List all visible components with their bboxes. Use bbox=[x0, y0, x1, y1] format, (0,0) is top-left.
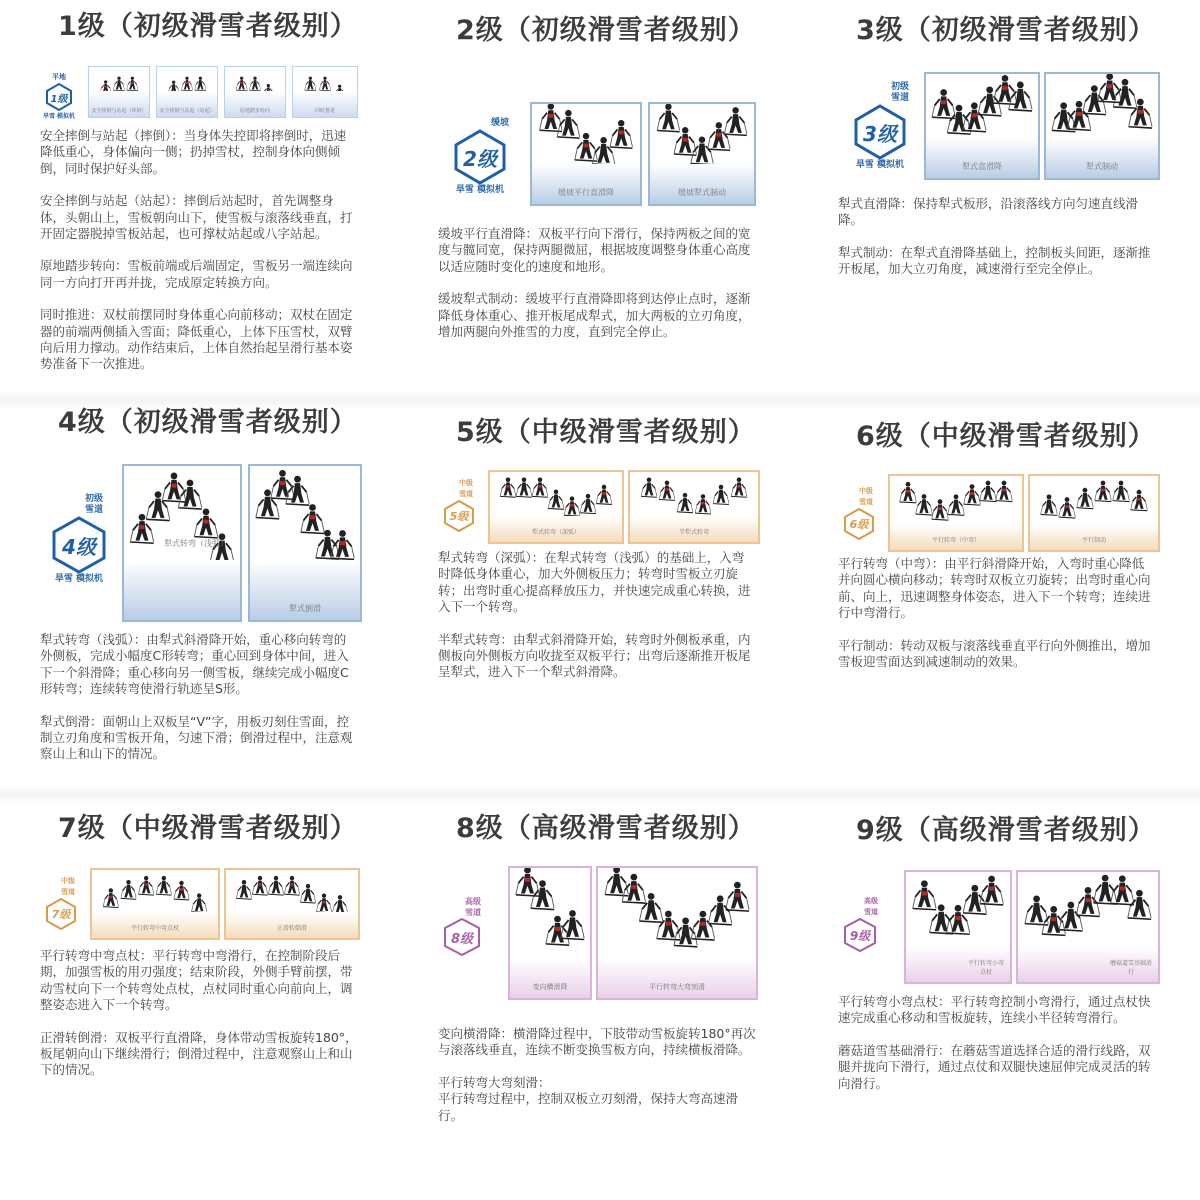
skier-figure bbox=[724, 107, 747, 135]
skier-figure bbox=[236, 880, 251, 899]
skier-figure bbox=[546, 916, 569, 945]
frame-label: 平行制动 bbox=[1081, 537, 1106, 544]
frame-label: 犁式转弯（浅弧） bbox=[164, 539, 228, 548]
skier-figure bbox=[1067, 101, 1090, 130]
illustration-frame bbox=[122, 464, 242, 622]
badge-venue: 旱雪 模拟机 bbox=[855, 160, 905, 170]
paragraph: 平行转弯小弯点杖：平行转弯控制小弯滑行，通过点杖快速完成重心移动和雪板旋转，连续小半径转弯滑行。 bbox=[838, 994, 1151, 1026]
level-title: 7级（中级滑雪者级别） bbox=[58, 813, 358, 844]
skier-figure bbox=[1113, 79, 1136, 108]
skier-figure bbox=[561, 910, 584, 939]
skier-figure bbox=[146, 491, 169, 520]
illustration-frame bbox=[1028, 474, 1160, 552]
skier-figure bbox=[532, 477, 548, 497]
skier-figure bbox=[657, 104, 680, 132]
frame-label: 犁式制动 bbox=[1086, 162, 1118, 171]
skier-figure bbox=[531, 880, 554, 909]
level-badge bbox=[838, 896, 882, 952]
skier-figure bbox=[726, 882, 749, 911]
skier-figure bbox=[1113, 481, 1130, 502]
skier-figure bbox=[1059, 497, 1076, 518]
illustration bbox=[838, 68, 1160, 190]
skier-figure bbox=[236, 77, 247, 91]
frame-label: 平行转弯（中弯） bbox=[931, 537, 980, 544]
level-6-panel bbox=[838, 400, 1200, 790]
level-badge bbox=[840, 82, 920, 171]
level-1-panel bbox=[40, 0, 420, 400]
badge-hexagon bbox=[843, 508, 875, 540]
description bbox=[838, 196, 1156, 294]
skier-figure bbox=[946, 905, 969, 934]
skier-figure bbox=[674, 917, 697, 946]
skier-figure bbox=[548, 490, 564, 510]
skier-figure bbox=[316, 894, 331, 913]
illustration-frame bbox=[924, 72, 1040, 180]
illustration-frame bbox=[628, 470, 760, 544]
skier-figure bbox=[996, 481, 1013, 502]
skier-figure bbox=[271, 470, 294, 499]
badge-terrain: 高级雪道 bbox=[864, 897, 878, 916]
skier-figure bbox=[641, 477, 657, 497]
illustration-frame bbox=[292, 66, 358, 118]
frame-label: 变向横滑降 bbox=[532, 983, 568, 991]
paragraph: 正滑转倒滑：双板平行直滑降，身体带动雪板旋转180°，板尾朝向山下继续滑行；倒滑过程中，注意观察山上和山下的情况。 bbox=[40, 1029, 358, 1078]
illustration bbox=[838, 472, 1160, 554]
skier-figure bbox=[121, 880, 136, 899]
level-5-panel bbox=[438, 400, 818, 790]
skier-figure bbox=[1131, 490, 1148, 511]
paragraph: 平行制动：转动双板与滚落线垂直平行向外侧推出，增加雪板迎雪面达到减速制动的效果。 bbox=[838, 637, 1151, 670]
badge-terrain: 初级雪道 bbox=[84, 494, 103, 515]
skier-figure bbox=[964, 484, 981, 505]
illustration bbox=[40, 458, 362, 626]
skier-figure bbox=[557, 110, 580, 138]
paragraph: 平行转弯中弯点杖：平行转弯中弯滑行，在控制阶段后期，加强雪板的用刃强度；结束阶段，外侧手臂前摆，带动雪杖向下一个转弯处点杖，点杖同时重心向前向上，调整姿态进入下一个转弯。 bbox=[40, 948, 353, 1013]
skier-figure bbox=[500, 477, 516, 497]
badge-terrain: 中级雪道 bbox=[459, 479, 473, 498]
level-badge bbox=[438, 478, 480, 532]
paragraph: 犁式倒滑：面朝山上双板呈“V”字，用板刃刻住雪面，控制立刃角度和雪板开角，匀速下滑；倒滑过程中，注意观察山上和山下的情况。 bbox=[40, 713, 353, 762]
skier-figure bbox=[1041, 494, 1058, 515]
illustration bbox=[438, 864, 760, 1004]
skier-figure bbox=[916, 494, 933, 515]
level-badge bbox=[40, 876, 82, 930]
skier-figure bbox=[162, 473, 185, 502]
skier-figure bbox=[174, 881, 189, 900]
skier-figure bbox=[932, 499, 949, 520]
skier-figure bbox=[596, 485, 612, 505]
badge-terrain: 中级雪道 bbox=[859, 487, 873, 506]
skier-figure bbox=[139, 876, 154, 895]
badge-hexagon bbox=[45, 898, 77, 930]
skier-figure bbox=[1128, 890, 1151, 919]
illustration-frame bbox=[88, 66, 150, 118]
illustration-frame bbox=[508, 866, 592, 1000]
frame-label: 半犁式转弯 bbox=[678, 529, 709, 536]
skier-figure bbox=[900, 482, 917, 503]
skier-figure bbox=[284, 876, 299, 895]
skier-figure bbox=[286, 476, 309, 505]
badge-hexagon bbox=[443, 918, 481, 956]
description bbox=[438, 1026, 756, 1140]
badge-hexagon bbox=[852, 104, 908, 160]
illustration bbox=[438, 98, 760, 218]
skier-figure bbox=[695, 494, 711, 514]
illustration-frame bbox=[90, 868, 220, 940]
paragraph: 平行转弯大弯刻滑： 平行转弯过程中，控制双板立刃刻滑，保持大弯高速滑行。 bbox=[438, 1074, 739, 1123]
paragraph: 半犁式转弯：由犁式斜滑降开始，转弯时外侧板承重，内侧板向外侧板方向收拢至双板平行；出弯后逐渐推开板尾呈犁式，进入下一个犁式斜滑降。 bbox=[438, 631, 751, 680]
paragraph: 蘑菇道雪基础滑行：在蘑菇雪道选择合适的滑行线路，双腿并拢向下滑行，通过点仗和双腿快速屈伸完成灵活的转向滑行。 bbox=[838, 1042, 1151, 1091]
badge-terrain: 高级雪道 bbox=[465, 897, 481, 917]
badge-hexagon bbox=[45, 83, 73, 111]
skier-figure bbox=[677, 493, 693, 513]
level-badge bbox=[438, 896, 486, 956]
skier-figure bbox=[127, 77, 138, 91]
frame-label: 犁式转弯（深弧） bbox=[531, 529, 580, 536]
skier-figure bbox=[963, 102, 986, 131]
level-2-panel bbox=[438, 0, 818, 400]
badge-level: 5级 bbox=[449, 510, 469, 523]
illustration bbox=[40, 62, 362, 122]
badge-level: 7级 bbox=[51, 908, 71, 921]
skier-figure bbox=[540, 104, 563, 132]
skier-figure bbox=[1052, 102, 1075, 131]
description bbox=[438, 226, 756, 356]
illustration bbox=[838, 868, 1160, 986]
skier-figure bbox=[130, 514, 153, 543]
level-title: 9级（高级滑雪者级别） bbox=[856, 815, 1156, 846]
badge-level: 2级 bbox=[463, 146, 497, 171]
illustration-frame bbox=[224, 66, 286, 118]
paragraph: 变向横滑降：横滑降过程中，下肢带动雪板旋转180°再次与滚落线垂直，连续不断变换雪板方向，持续横板滑降。 bbox=[438, 1026, 756, 1058]
illustration-frame bbox=[530, 102, 642, 206]
level-9-panel bbox=[838, 800, 1200, 1195]
illustration bbox=[40, 866, 362, 942]
badge-terrain: 平地 bbox=[52, 73, 66, 81]
level-title: 3级（初级滑雪者级别） bbox=[856, 15, 1156, 46]
skier-figure bbox=[713, 485, 729, 505]
badge-venue: 旱雪 模拟机 bbox=[54, 574, 104, 584]
paragraph: 犁式转弯（浅弧）：由犁式斜滑降开始，重心移向转弯的外侧板，完成小幅度C形转弯；重心回到身体中间，进入下一个斜滑降；重心移向另一侧雪板，继续完成小幅度C形转弯；连续转弯使滑行轨迹呈S形。 bbox=[40, 632, 349, 697]
frame-label: 原地踏步转向 bbox=[239, 108, 270, 114]
badge-hexagon bbox=[50, 516, 108, 574]
paragraph: 犁式直滑降：保持犁式板形，沿滚落线方向匀速直线滑降。 bbox=[838, 196, 1139, 228]
level-badge bbox=[440, 118, 520, 196]
skier-figure bbox=[516, 868, 539, 896]
paragraph: 犁式制动：在犁式直滑降基础上，控制板头间距，逐渐推开板尾，加大立刃角度，减速滑行至完全停止。 bbox=[838, 244, 1151, 277]
level-8-panel bbox=[438, 800, 818, 1195]
description bbox=[40, 128, 358, 389]
level-title: 5级（中级滑雪者级别） bbox=[456, 417, 756, 448]
skier-figure bbox=[249, 77, 260, 91]
badge-level: 6级 bbox=[849, 518, 869, 531]
illustration-frame bbox=[648, 102, 756, 206]
frame-label: 缓坡犁式制动 bbox=[678, 188, 726, 197]
skier-figure bbox=[192, 893, 207, 912]
skier-figure bbox=[1009, 82, 1032, 111]
skier-figure bbox=[103, 888, 118, 907]
skier-figure bbox=[932, 89, 955, 118]
badge-level: 4级 bbox=[62, 534, 96, 559]
paragraph: 缓坡平行直滑降：双板平行向下滑行，保持两板之间的宽度与髋同宽，保持两腿微屈，根据坡度调整身体重心高度以适应随时变化的速度和地形。 bbox=[438, 226, 751, 274]
description bbox=[40, 632, 358, 779]
skier-figure bbox=[1095, 481, 1112, 502]
level-3-panel bbox=[838, 0, 1200, 400]
paragraph: 安全摔倒与站起（站起）：摔倒后站起时，首先调整身体，头朝山上，雪板朝向山下，使雪板与滚落线垂直，打开固定器脱掉雪板站起，也可撑杖站起或八字站起。 bbox=[40, 193, 353, 242]
skier-figure bbox=[930, 904, 953, 933]
skier-figure bbox=[978, 86, 1001, 115]
skier-figure bbox=[1111, 875, 1134, 904]
illustration-frame bbox=[156, 66, 218, 118]
level-7-panel bbox=[40, 800, 420, 1195]
paragraph: 平行转弯（中弯）：由平行斜滑降开始，入弯时重心降低并向圆心横向移动；转弯时双板立刃旋转；出弯时重心向前、向上，迅速调整身体姿态，进入下一个转弯；连续进行中弯滑行。 bbox=[838, 556, 1151, 621]
skier-figure bbox=[1025, 896, 1048, 925]
level-title: 6级（中级滑雪者级别） bbox=[856, 421, 1156, 452]
skier-figure bbox=[1059, 902, 1082, 931]
level-badge bbox=[42, 494, 116, 585]
frame-label: 蘑菇道雪基础滑行 bbox=[1109, 960, 1152, 976]
badge-level: 8级 bbox=[450, 931, 474, 947]
skier-figure bbox=[305, 77, 316, 91]
badge-terrain: 初级雪道 bbox=[890, 82, 909, 103]
level-title: 8级（高级滑雪者级别） bbox=[456, 813, 756, 844]
badge-hexagon bbox=[452, 129, 508, 185]
illustration-frame bbox=[248, 464, 362, 622]
illustration-frame bbox=[904, 870, 1012, 984]
skier-figure bbox=[947, 105, 970, 134]
illustration-frame bbox=[224, 868, 360, 940]
skier-figure bbox=[178, 480, 201, 509]
skier-figure bbox=[639, 893, 662, 922]
badge-venue: 旱雪 模拟机 bbox=[455, 185, 505, 195]
illustration bbox=[438, 468, 760, 546]
skier-figure bbox=[622, 874, 645, 903]
skier-figure bbox=[268, 876, 283, 895]
description bbox=[438, 550, 756, 697]
skier-figure bbox=[691, 137, 714, 165]
skier-figure bbox=[1129, 99, 1152, 128]
level-title: 2级（初级滑雪者级别） bbox=[456, 15, 756, 46]
description bbox=[40, 948, 358, 1095]
badge-terrain: 中级雪道 bbox=[61, 877, 75, 896]
skier-figure bbox=[252, 876, 267, 895]
paragraph: 缓坡犁式制动：缓坡平行直滑降即将到达停止点时，逐渐降低身体重心、推开板尾成犁式，加大两板的立刃角度，增加两腿向外推雪的力度，直到完全停止。 bbox=[438, 291, 751, 340]
skier-figure bbox=[610, 120, 633, 148]
level-badge bbox=[838, 486, 880, 540]
skier-figure bbox=[708, 122, 731, 150]
level-badge bbox=[40, 72, 78, 122]
frame-label: 平行转弯小弯点杖 bbox=[967, 960, 1004, 976]
description bbox=[838, 994, 1156, 1108]
skier-figure bbox=[564, 496, 580, 516]
skier-figure bbox=[980, 481, 997, 502]
skier-figure bbox=[331, 530, 354, 559]
level-4-panel bbox=[40, 400, 420, 790]
badge-venue: 旱雪 模拟机 bbox=[42, 113, 76, 120]
skier-figure bbox=[300, 884, 315, 903]
frame-label: 正滑转倒滑 bbox=[276, 925, 307, 932]
frame-label: 平行转弯大弯刻滑 bbox=[649, 983, 705, 991]
skier-figure bbox=[1083, 85, 1106, 114]
skier-figure bbox=[948, 494, 965, 515]
skier-figure bbox=[319, 77, 330, 91]
paragraph: 原地踏步转向：雪板前端或后端固定，雪板另一端连续向同一方向打开再并拢，完成原定转换方向。 bbox=[40, 258, 353, 290]
paragraph: 犁式转弯（深弧）：在犁式转弯（浅弧）的基础上，入弯时降低身体重心，加大外侧板压力；转弯时雪板立刃旋转；出弯时重心提高释放压力，并快速完成重心转换，进入下一个转弯。 bbox=[438, 550, 751, 615]
frame-label: 缓坡平行直滑降 bbox=[558, 188, 614, 197]
skier-figure bbox=[113, 77, 124, 91]
skier-figure bbox=[1093, 875, 1116, 904]
frame-label: 同时推进 bbox=[314, 108, 335, 114]
skier-figure bbox=[181, 77, 192, 91]
illustration-frame bbox=[596, 866, 758, 1000]
illustration-frame bbox=[1016, 870, 1160, 984]
frame-label: 犁式倒滑 bbox=[289, 604, 321, 613]
badge-hexagon bbox=[443, 500, 475, 532]
level-title: 4级（初级滑雪者级别） bbox=[58, 407, 358, 438]
skier-figure bbox=[963, 885, 986, 914]
description bbox=[838, 556, 1156, 686]
badge-level: 1级 bbox=[50, 93, 68, 105]
skier-figure bbox=[659, 481, 675, 501]
badge-terrain: 缓坡 bbox=[490, 118, 509, 128]
skier-figure bbox=[195, 77, 206, 91]
skier-figure bbox=[516, 477, 532, 497]
illustration-frame bbox=[1044, 72, 1160, 180]
frame-label: 平行转弯中弯点杖 bbox=[130, 925, 179, 932]
skier-figure bbox=[913, 880, 936, 909]
level-title: 1级（初级滑雪者级别） bbox=[58, 11, 358, 42]
illustration-frame bbox=[488, 470, 624, 544]
skier-figure bbox=[580, 494, 596, 514]
paragraph: 安全摔倒与站起（摔倒）：当身体失控即将摔倒时，迅速降低重心，身体偏向一侧；扔掉雪杖，控制身体向侧倾倒，同时保护好头部。 bbox=[40, 128, 347, 176]
frame-label: 安全摔倒与站起（摔倒） bbox=[91, 108, 147, 114]
badge-level: 9级 bbox=[849, 928, 871, 943]
skier-figure bbox=[194, 509, 217, 538]
skier-figure bbox=[156, 876, 171, 895]
illustration-frame bbox=[888, 474, 1024, 552]
frame-label: 犁式直滑降 bbox=[962, 162, 1002, 171]
skier-figure bbox=[731, 477, 747, 497]
skier-figure bbox=[256, 489, 279, 518]
frame-label: 安全摔倒与站起（站起） bbox=[159, 108, 215, 114]
badge-level: 3级 bbox=[863, 121, 897, 146]
skier-figure bbox=[301, 504, 324, 533]
skier-figure bbox=[1077, 488, 1094, 509]
paragraph: 同时推进：双杖前摆同时身体重心向前移动；双杖在固定器的前端两侧插入雪面；降低重心，上体下压雪杖，双臂向后用力撑动。动作结束后，上体自然抬起呈滑行基本姿势准备下一次推进。 bbox=[40, 307, 353, 372]
badge-hexagon bbox=[843, 918, 877, 952]
